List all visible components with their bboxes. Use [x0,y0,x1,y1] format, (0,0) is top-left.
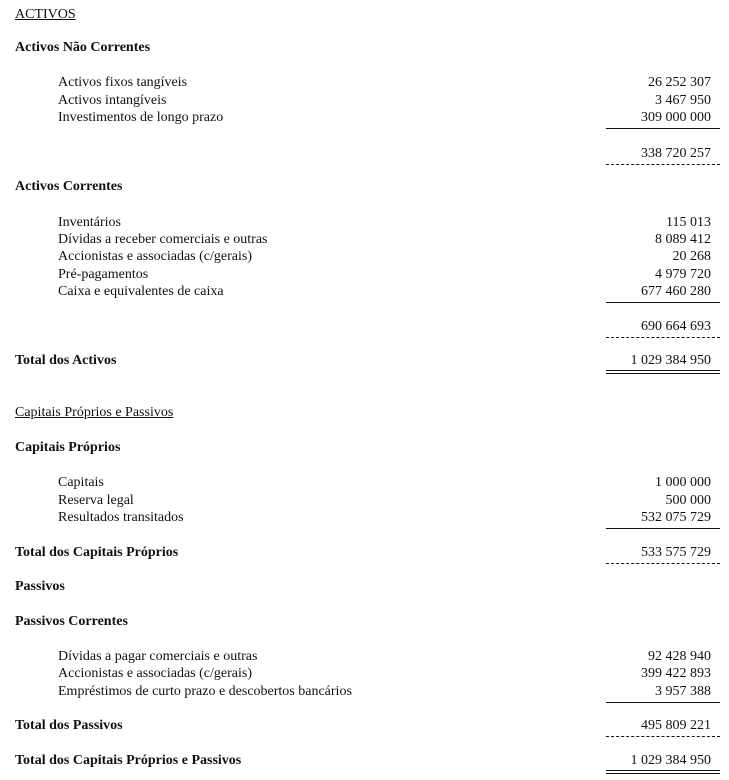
section-heading [0,578,729,596]
row-label: Dívidas a pagar comerciais e outras [58,649,258,664]
row-value: 532 075 729 [641,510,711,525]
row-label: ACTIVOS [15,7,76,22]
row-value: 20 268 [672,249,711,264]
row-label: Caixa e equivalentes de caixa [58,284,224,299]
line-item [0,318,729,336]
line-item [0,648,729,666]
row-value: 1 029 384 950 [630,753,711,768]
row-value: 533 575 729 [641,545,711,560]
solid-underline [606,528,720,529]
row-label: Empréstimos de curto prazo e descobertos bancários [58,684,352,699]
dashed-underline [606,563,720,564]
line-item [0,266,729,284]
row-label: Reserva legal [58,493,134,508]
row-label: Accionistas e associadas (c/gerais) [58,249,252,264]
row-label: Capitais [58,475,104,490]
row-label: Total dos Activos [15,353,117,368]
dashed-underline [606,337,720,338]
row-label: Resultados transitados [58,510,184,525]
section-heading [0,544,729,562]
row-label: Activos intangíveis [58,93,167,108]
line-item [0,248,729,266]
line-item [0,283,729,301]
row-label: Pré-pagamentos [58,267,149,282]
row-value: 399 422 893 [641,666,711,681]
solid-underline [606,128,720,129]
row-label: Activos Correntes [15,179,123,194]
section-heading [0,613,729,631]
row-value: 338 720 257 [641,146,711,161]
line-item [0,683,729,701]
row-value: 4 979 720 [655,267,711,282]
row-label: Passivos [15,579,65,594]
section-title [0,404,729,422]
line-item [0,665,729,683]
section-title [0,6,729,24]
row-value: 8 089 412 [655,232,711,247]
row-label: Total dos Passivos [15,718,123,733]
row-label: Capitais Próprios e Passivos [15,405,174,420]
row-label: Accionistas e associadas (c/gerais) [58,666,252,681]
solid-underline [606,302,720,303]
section-heading [0,752,729,770]
line-item [0,145,729,163]
dashed-underline [606,164,720,165]
row-label: Inventários [58,215,121,230]
row-value: 690 664 693 [641,319,711,334]
row-label: Dívidas a receber comerciais e outras [58,232,268,247]
section-heading [0,717,729,735]
double-underline [606,770,720,774]
line-item [0,492,729,510]
solid-underline [606,702,720,703]
row-value: 677 460 280 [641,284,711,299]
line-item [0,214,729,232]
row-value: 500 000 [665,493,711,508]
row-value: 26 252 307 [648,75,711,90]
row-value: 1 000 000 [655,475,711,490]
row-value: 3 467 950 [655,93,711,108]
row-label: Passivos Correntes [15,614,128,629]
section-heading [0,39,729,57]
dashed-underline [606,736,720,737]
line-item [0,74,729,92]
row-value: 495 809 221 [641,718,711,733]
row-value: 115 013 [666,215,711,230]
section-heading [0,178,729,196]
row-label: Total dos Capitais Próprios [15,545,179,560]
row-value: 1 029 384 950 [630,353,711,368]
double-underline [606,370,720,374]
row-value: 92 428 940 [648,649,711,664]
line-item [0,109,729,127]
row-label: Total dos Capitais Próprios e Passivos [15,753,242,768]
row-label: Activos Não Correntes [15,40,151,55]
row-label: Capitais Próprios [15,440,121,455]
line-item [0,92,729,110]
section-heading [0,439,729,457]
line-item [0,231,729,249]
section-heading [0,352,729,370]
row-label: Activos fixos tangíveis [58,75,188,90]
row-value: 309 000 000 [641,110,711,125]
row-label: Investimentos de longo prazo [58,110,224,125]
row-value: 3 957 388 [655,684,711,699]
line-item [0,509,729,527]
line-item [0,474,729,492]
